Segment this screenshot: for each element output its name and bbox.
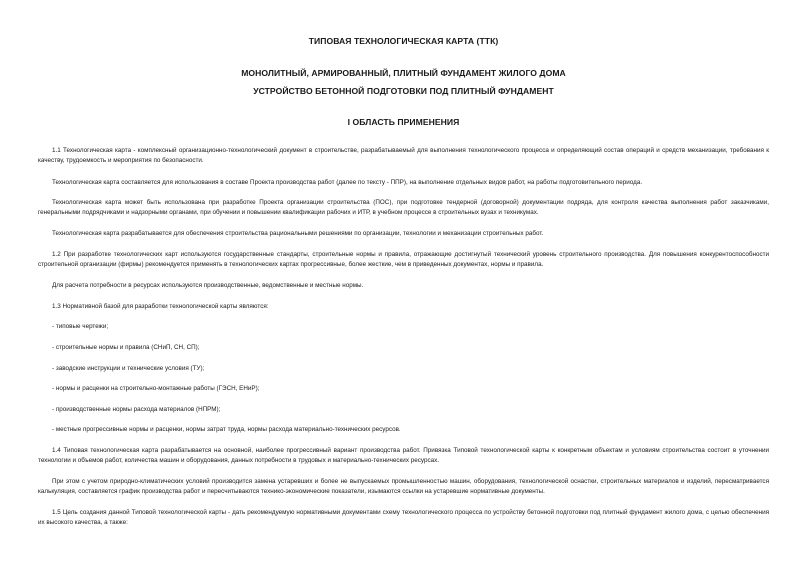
paragraph: Технологическая карта составляется для использования в составе Проекта производства работ (далее по тексту - ППР), на выполнение отдельных видов работ, на работы подготовительного периода.: [52, 179, 643, 186]
paragraph-1-3: 1.3 Нормативной базой для разработки технологической карты являются:: [52, 303, 269, 310]
document-subtitle-1: МОНОЛИТНЫЙ, АРМИРОВАННЫЙ, ПЛИТНЫЙ ФУНДАМЕНТ ЖИЛОГО ДОМА: [241, 68, 566, 78]
paragraph: При этом с учетом природно-климатических условий производится замена устаревших и более не выпускаемых промышленностью машин, оборудования, технологической оснастки, строительных материалов и изделий, пересматривается калькуляция, составляется график производства работ и пересчитываются технико-экономические показатели, изымаются ссылки на устаревшие нормативные документы.: [38, 478, 769, 495]
document-title: ТИПОВАЯ ТЕХНОЛОГИЧЕСКАЯ КАРТА (ТТК): [308, 36, 499, 46]
list-item: - строительные нормы и правила (СНиП, СН, СП);: [52, 344, 200, 351]
paragraph-1-4: 1.4 Типовая технологическая карта разрабатывается на основной, наиболее прогрессивный вариант производства работ. Привязка Типовой технологической карты к конкретным объектам и условиям строительства состоит в уточнении технологии и объемов работ, количества машин и оборудования, данных потребности в трудовых и материально-технических ресурсах.: [38, 447, 769, 464]
paragraph-1-2: 1.2 При разработке технологических карт используются государственные стандарты, строительные нормы и правила, отражающие достигнутый технический уровень строительного производства. Для повышения конкурентоспособности строительной организации (фирмы) рекомендуется применять в технологических картах прогрессивные, более жесткие, чем в приведенных документах, нормы и правила.: [38, 251, 769, 268]
list-item: - заводские инструкции и технические условия (ТУ);: [52, 365, 205, 372]
section-heading: I ОБЛАСТЬ ПРИМЕНЕНИЯ: [347, 117, 460, 127]
paragraph: Технологическая карта разрабатывается для обеспечения строительства рациональными решениями по организации, технологии и механизации строительных работ.: [52, 230, 544, 237]
paragraph-1-5: 1.5 Цель создания данной Типовой технологической карты - дать рекомендуемую нормативными документами схему технологического процесса по устройству бетонной подготовки под плитный фундамент жилого дома, с целью обеспечения их высокого качества, а также:: [38, 509, 769, 526]
list-item: - нормы и расценки на строительно-монтажные работы (ГЭСН, ЕНиР);: [52, 385, 260, 392]
document-subtitle-2: УСТРОЙСТВО БЕТОННОЙ ПОДГОТОВКИ ПОД ПЛИТНЫЙ ФУНДАМЕНТ: [253, 86, 554, 96]
paragraph: Технологическая карта может быть использована при разработке Проекта организации строительства (ПОС), при подготовке тендерной (договорной) документации подряда, для контроля качества выполнения работ заказчиками, генеральными подрядчиками и надзорными органами, при обучении и повышении квалификации рабочих и ИТР, в учебном процессе в строительных вузах и техникумах.: [38, 199, 769, 216]
list-item: - типовые чертежи;: [52, 323, 109, 330]
paragraph-1-1: 1.1 Технологическая карта - комплексный организационно-технологический документ в строительстве, разрабатываемый для выполнения технологического процесса и определяющий состав операций и средств механизации, требования к качеству, трудоемкость и мероприятия по безопасности.: [38, 147, 769, 164]
paragraph: Для расчета потребности в ресурсах используются производственные, ведомственные и местные нормы.: [52, 282, 364, 289]
list-item: - производственные нормы расхода материалов (НПРМ);: [52, 406, 221, 413]
list-item: - местные прогрессивные нормы и расценки, нормы затрат труда, нормы расхода материально-технических ресурсов.: [52, 426, 401, 433]
